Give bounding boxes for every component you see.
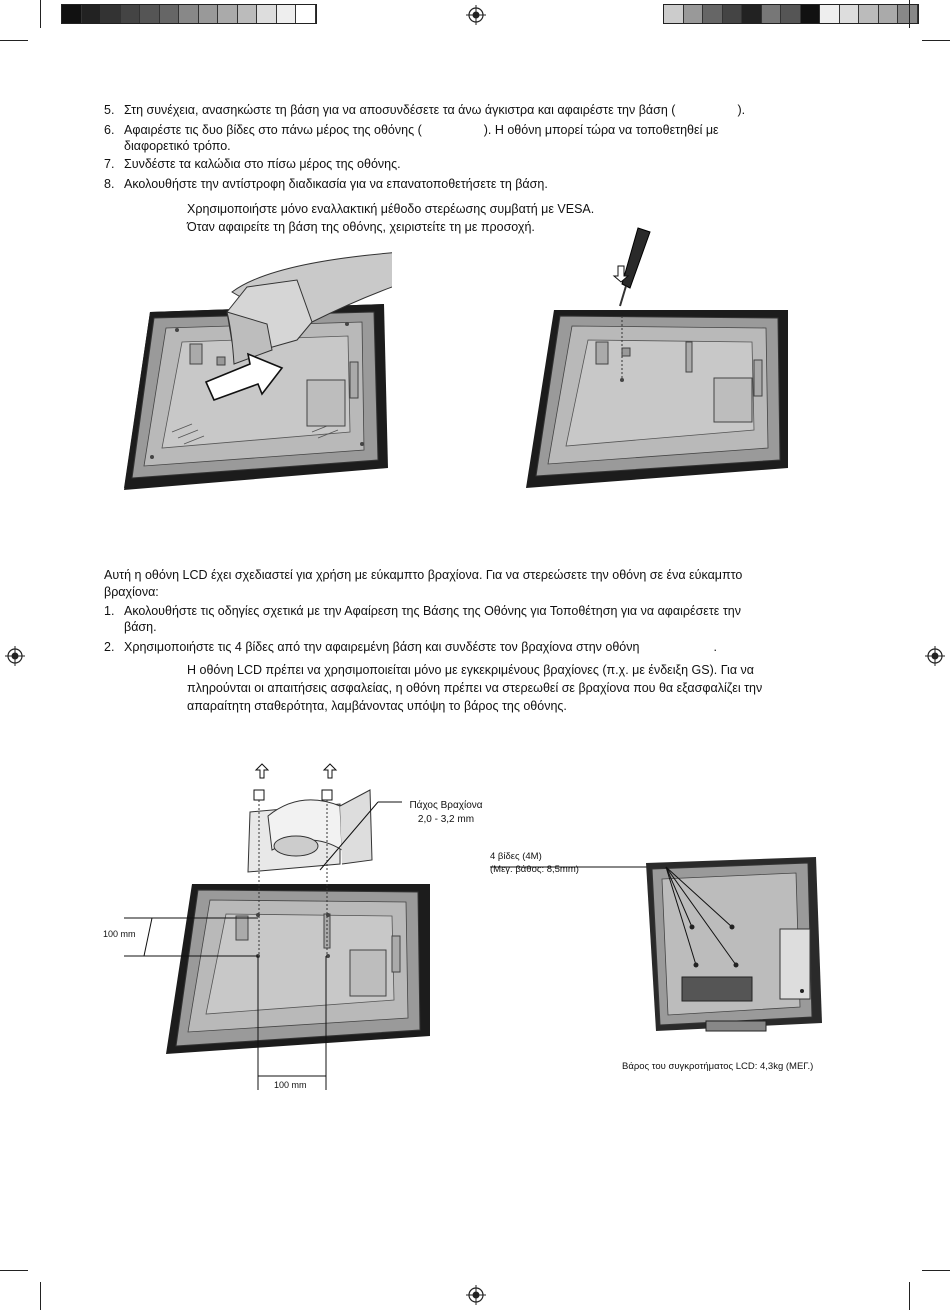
color-swatch: [101, 5, 121, 23]
step-number: 6.: [104, 123, 115, 137]
crop-mark: [40, 1282, 41, 1310]
step-text: Συνδέστε τα καλώδια στο πίσω μέρος της οθόνης.: [124, 157, 401, 171]
crop-mark: [909, 0, 910, 28]
color-swatch: [62, 5, 82, 23]
color-swatch: [781, 5, 801, 23]
arm-thickness-value: 2,0 - 3,2 mm: [417, 814, 475, 825]
step-5: [104, 102, 844, 118]
color-swatch: [898, 5, 918, 23]
step-number: 7.: [104, 157, 115, 171]
color-swatch: [140, 5, 160, 23]
figure-arm-mounting: [100, 760, 430, 1100]
step-text-end: ). Η οθόνη μπορεί τώρα να τοποθετηθεί με: [483, 123, 719, 137]
arm-step-2: [104, 639, 849, 655]
arm-intro: [104, 567, 849, 601]
color-swatch: [684, 5, 704, 23]
screws-label: [490, 850, 579, 876]
color-swatch: [296, 5, 316, 23]
crop-mark: [40, 0, 41, 28]
dimension-horizontal-label: 100 mm: [274, 1080, 307, 1090]
step-text: Στη συνέχεια, ανασηκώστε τη βάση για να αποσυνδέσετε τα άνω άγκιστρα και αφαιρέστε την βάση (: [124, 103, 676, 117]
color-calibration-bar-left: [61, 4, 317, 24]
step-text: Αφαιρέστε τις δυο βίδες στο πάνω μέρος της οθόνης (: [124, 123, 422, 137]
crop-mark: [922, 1270, 950, 1271]
registration-mark-icon: [466, 5, 486, 25]
color-swatch: [121, 5, 141, 23]
step-text: Ακολουθήστε την αντίστροφη διαδικασία για να επανατοποθετήσετε τη βάση.: [124, 177, 548, 191]
arm-step-1: [104, 603, 849, 635]
arm-intro-line: βραχίονα:: [104, 585, 159, 599]
color-swatch: [703, 5, 723, 23]
color-swatch: [762, 5, 782, 23]
figure-stand-removal: [122, 232, 392, 492]
step-7: [104, 156, 844, 172]
crop-mark: [0, 1270, 28, 1271]
step-text: Χρησιμοποιήστε τις 4 βίδες από την αφαιρεμένη βάση και συνδέστε τον βραχίονα στην οθόνη: [124, 640, 640, 654]
color-swatch: [238, 5, 258, 23]
arm-thickness-title: Πάχος Βραχίονα: [409, 800, 483, 811]
color-swatch: [742, 5, 762, 23]
arm-thickness-label: [396, 799, 496, 827]
figure-screw-removal: [526, 220, 792, 492]
crop-mark: [909, 1282, 910, 1310]
screws-depth: (Μεγ. βάθος: 8,5mm): [490, 864, 579, 875]
arm-caution-line: πληρούνται οι απαιτήσεις ασφαλείας, η οθόνη πρέπει να στερεωθεί σε βραχίονα που θα εξασφαλίζει την: [187, 681, 763, 695]
registration-mark-icon: [925, 646, 945, 666]
step-text-end: ).: [737, 103, 746, 117]
color-swatch: [179, 5, 199, 23]
arm-caution-note: [187, 661, 857, 715]
color-calibration-bar-right: [663, 4, 919, 24]
step-text-line2: βάση.: [124, 620, 157, 634]
color-swatch: [879, 5, 899, 23]
step-6: [104, 122, 844, 154]
registration-mark-icon: [466, 1285, 486, 1305]
color-swatch: [820, 5, 840, 23]
step-number: 5.: [104, 103, 115, 117]
step-number: 1.: [104, 604, 115, 618]
step-number: 2.: [104, 640, 115, 654]
color-swatch: [160, 5, 180, 23]
color-swatch: [859, 5, 879, 23]
dimension-vertical-label: 100 mm: [103, 929, 136, 939]
crop-mark: [922, 40, 950, 41]
color-swatch: [801, 5, 821, 23]
registration-mark-icon: [5, 646, 25, 666]
color-swatch: [82, 5, 102, 23]
arm-caution-line: Η οθόνη LCD πρέπει να χρησιμοποιείται μόνο με εγκεκριμένους βραχίονες (π.χ. με ένδειξη GS). Για να: [187, 663, 755, 677]
color-swatch: [840, 5, 860, 23]
step-text-end: .: [713, 640, 717, 654]
color-swatch: [664, 5, 684, 23]
caution-line: Χρησιμοποιήστε μόνο εναλλακτική μέθοδο στερέωσης συμβατή με VESA.: [187, 202, 595, 216]
step-text: Ακολουθήστε τις οδηγίες σχετικά με την Αφαίρεση της Βάσης της Οθόνης για Τοποθέτηση για να αφαιρέσετε την: [124, 604, 741, 618]
crop-mark: [0, 40, 28, 41]
caution-line: Όταν αφαιρείτε τη βάση της οθόνης, χειριστείτε τη με προσοχή.: [187, 220, 535, 234]
weight-label: Βάρος του συγκροτήματος LCD: 4,3kg (ΜΕΓ.): [622, 1061, 814, 1072]
step-number: 8.: [104, 177, 115, 191]
color-swatch: [199, 5, 219, 23]
arm-intro-line: Αυτή η οθόνη LCD έχει σχεδιαστεί για χρήση με εύκαμπτο βραχίονα. Για να στερεώσετε την οθόνη σε ένα εύκαμπτο: [104, 568, 743, 582]
step-8: [104, 176, 844, 192]
color-swatch: [723, 5, 743, 23]
color-swatch: [277, 5, 297, 23]
color-swatch: [257, 5, 277, 23]
color-swatch: [218, 5, 238, 23]
arm-caution-line: απαραίτητη σταθερότητα, λαμβάνοντας υπόψη το βάρος της οθόνης.: [187, 699, 567, 713]
step-text-line2: διαφορετικό τρόπο.: [124, 139, 231, 153]
screws-count: 4 βίδες (4M): [490, 851, 542, 862]
